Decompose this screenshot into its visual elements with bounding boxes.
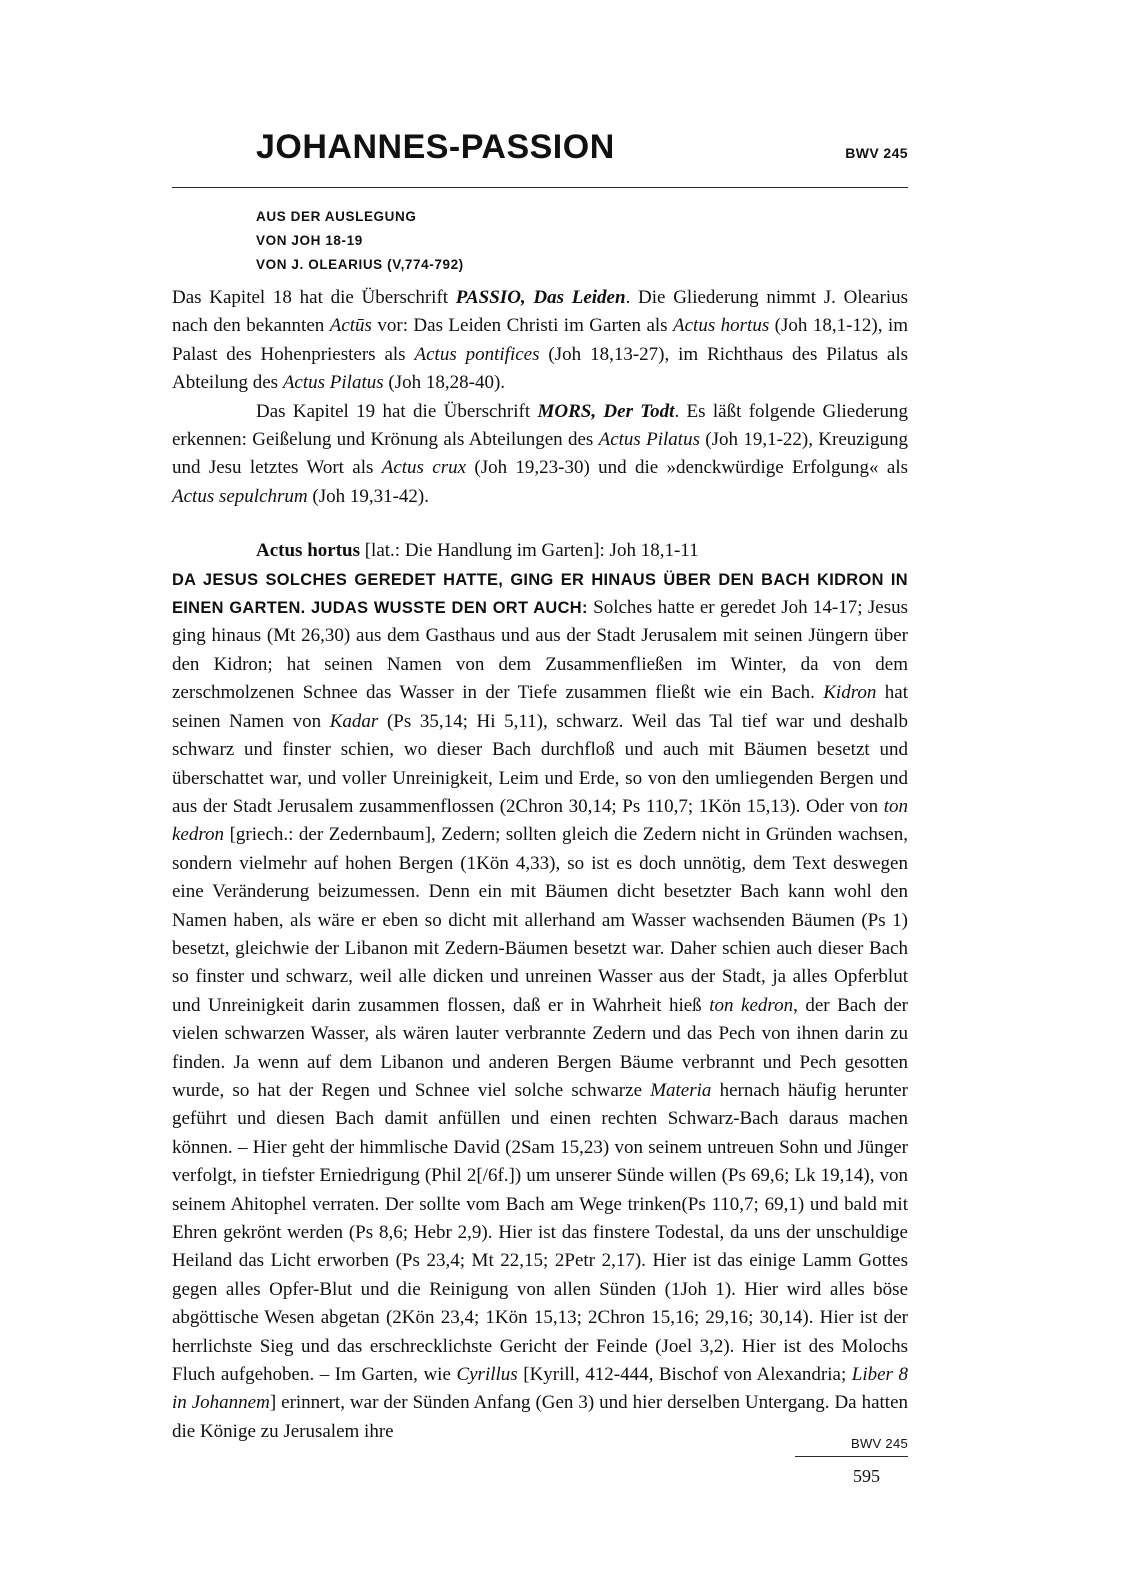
text-run-italic: Cyrillus xyxy=(456,1364,518,1386)
text-run-italic: Actus hortus xyxy=(673,315,770,337)
text-run: (Joh 19,31-42). xyxy=(307,485,430,507)
text-column xyxy=(172,205,908,1446)
text-run-italic: Kidron xyxy=(823,682,877,704)
text-run: Das Kapitel 19 hat die Überschrift xyxy=(256,400,538,422)
text-run: Solches hatte er geredet Joh 14-17; Jesus ging hinaus (Mt 26,30) aus dem Gasthaus und aus der Stadt Jerusalem mit seinen Jüngern über den Kidron; hat seinen Namen von dem Zusammenfließen im Winter, da von dem zerschmolzenen Schnee das Wasser in der Tiefe zusammen fließt wie ein Bach. xyxy=(172,597,908,704)
source-note-line-1: AUS DER AUSLEGUNG xyxy=(256,209,417,224)
text-run-italic: Kadar xyxy=(329,710,379,732)
source-note xyxy=(172,205,908,277)
text-run-emphasis: PASSIO, Das Leiden xyxy=(455,287,626,308)
text-run-italic: ton kedron xyxy=(172,795,908,846)
text-run-italic: Actus Pilatus xyxy=(598,429,700,451)
page-title: JOHANNES-PASSION xyxy=(256,128,615,166)
text-run: (Joh 19,23-30) und die »denckwürdige Erfolgung« als xyxy=(466,457,908,479)
scripture-lead-in: DA JESUS SOLCHES GEREDET HATTE, GING ER HINAUS ÜBER DEN BACH KIDRON IN EINEN GARTEN. JUDAS WUSSTE DEN ORT AUCH: xyxy=(172,570,908,618)
footer-divider xyxy=(795,1456,908,1457)
text-run: ] erinnert, war der Sünden Anfang (Gen 3) und hier derselben Untergang. Da hatten die Könige zu Jerusalem ihre xyxy=(172,1392,909,1442)
text-run: (Joh 18,28-40). xyxy=(383,372,506,394)
page-header xyxy=(172,128,908,167)
bwv-catalog-number: BWV 245 xyxy=(845,145,908,161)
text-run: (Joh 18,13-27), im Richthaus des Pilatus als Abteilung des xyxy=(172,343,909,394)
header-divider xyxy=(172,187,908,188)
text-run: Das Kapitel 18 hat die Überschrift xyxy=(172,287,456,308)
text-run-italic: ton kedron xyxy=(709,994,794,1016)
text-run: , der Bach der vielen schwarzen Wasser, als wären lauter verbrannte Zedern und das Pech von ihnen darin zu finden. Ja wenn auf dem Libanon und anderen Bergen Bäume verbrannt und Pech gesotten wurde, so hat der Regen und Schnee viel solche schwarze xyxy=(172,994,908,1101)
section-heading-title: Actus hortus xyxy=(256,540,360,562)
text-run: vor: Das Leiden Christi im Garten als xyxy=(371,315,673,337)
footer-bwv-number: BWV 245 xyxy=(850,1436,908,1451)
text-run-italic: Actus pontifices xyxy=(414,343,540,365)
paragraph-kapitel-19 xyxy=(172,398,908,512)
section-heading-subtitle: [lat.: Die Handlung im Garten]: Joh 18,1-11 xyxy=(359,540,699,562)
text-run-italic: Liber 8 in Johannem xyxy=(172,1364,909,1414)
text-run-emphasis: MORS, Der Todt xyxy=(537,400,675,422)
text-run-italic: Actus sepulchrum xyxy=(172,485,308,507)
text-run: (Ps 35,14; Hi 5,11), schwarz. Weil das Tal tief war und deshalb schwarz und finster schien, wo dieser Bach durchfloß und auch mit Bäumen besetzt und überschattet war, und voller Unreinigkeit, Leim und Erde, so von den umliegenden Bergen und aus der Stadt Jerusalem zusammenflossen (2Chron 30,14; Ps 110,7; 1Kön 15,13). Oder von xyxy=(172,710,908,817)
source-note-line-3: VON J. OLEARIUS (V,774-792) xyxy=(256,257,464,272)
text-run-italic: Materia xyxy=(650,1079,712,1101)
text-run-italic: Actūs xyxy=(329,315,372,337)
text-run: . Es läßt folgende Gliederung erkennen: Geißelung und Krönung als Abteilungen des xyxy=(172,400,909,451)
text-run: hat seinen Namen von xyxy=(172,682,908,732)
text-run: hernach häufig herunter geführt und diesen Bach damit anfüllen und einen rechten Schwarz-Bach daraus machen können. – Hier geht der himmlische David (2Sam 15,23) von seinem untreuen Sohn und Jünger verfolgt, in tiefster Erniedrigung (Phil 2[/6f.]) um unserer Sünde willen (Ps 69,6; Lk 19,14), von seinem Ahitophel verraten. Der sollte vom Bach am Wege trinken(Ps 110,7; 69,1) und bald mit Ehren gekrönt werden (Ps 8,6; Hebr 2,9). Hier ist das finstere Todestal, da uns der unschuldige Heiland das Licht erworben (Ps 23,4; Mt 22,15; 2Petr 2,17). Hier ist das einige Lamm Gottes gegen alles Opfer-Blut und die Reinigung von allen Sünden (1Joh 1). Hier wird alles böse abgöttische Wesen abgetan (2Kön 23,4; 1Kön 15,13; 2Chron 15,16; 29,16; 30,14). Hier ist der herrlichste Sieg und das erschrecklichste Gericht der Feinde (Joel 3,2). Hier ist des Molochs Fluch aufgehoben. – Im Garten, wie xyxy=(172,1079,908,1386)
section-heading-actus-hortus xyxy=(172,537,908,565)
text-run: (Joh 19,1-22), Kreuzigung und Jesu letztes Wort als xyxy=(172,429,908,479)
text-run: (Joh 18,1-12), im Palast des Hohenpriesters als xyxy=(172,315,909,365)
paragraph-kapitel-18 xyxy=(172,284,908,398)
text-run: . Die Gliederung nimmt J. Olearius nach den bekannten xyxy=(172,287,908,337)
page-footer xyxy=(172,1436,908,1487)
section-spacer xyxy=(172,511,908,537)
text-run: [Kyrill, 412-444, Bischof von Alexandria; xyxy=(517,1364,852,1386)
text-run-italic: Actus crux xyxy=(381,457,467,479)
text-run-italic: Actus Pilatus xyxy=(282,372,384,394)
text-run: [griech.: der Zedernbaum], Zedern; sollten gleich die Zedern nicht in Gründen wachsen, sondern vielmehr auf hohen Bergen (1Kön 4,33), so ist es doch unnötig, dem Text deswegen eine Veränderung beizumessen. Denn ein mit Bäumen dicht besetzter Bach kann wohl den Namen haben, als wäre er eben so dicht mit allerhand am Wasser wachsenden Bäumen (Ps 1) besetzt, gleichwie der Libanon mit Zedern-Bäumen besetzt war. Daher schien auch dieser Bach so finster und schwarz, weil alle dicken und unreinen Wasser aus der Stadt, ja alles Opferblut und Unreinigkeit darin zusammen flossen, daß er in Wahrheit hieß xyxy=(172,824,908,1016)
page-number: 595 xyxy=(853,1466,880,1486)
source-note-line-2: VON JOH 18-19 xyxy=(256,233,363,248)
paragraph-actus-hortus-body xyxy=(172,566,908,1447)
